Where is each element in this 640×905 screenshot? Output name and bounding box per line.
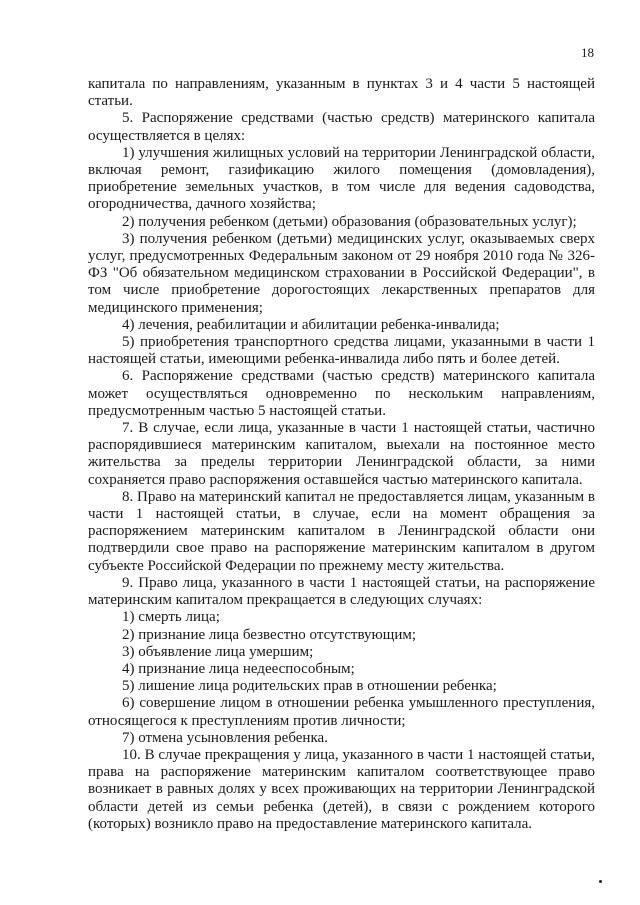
list-item-9-4: 4) признание лица недееспособным; xyxy=(122,660,355,677)
paragraph-clause-10: 10. В случае прекращения у лица, указанного в части 1 настоящей статьи, права на распоряжение материнским капиталом соответствующее право возникает в равных долях у всех проживающих на территории Ленинградской области детей из семьи ребенка (детей), в связи с рождением которого (которых) возникло право на предоставление материнского капитала. xyxy=(88,746,595,832)
paragraph-clause-6: 6. Распоряжение средствами (частью средств) материнского капитала может осуществляться одновременно по нескольким направлениям, предусмотренным частью 5 настоящей статьи. xyxy=(88,368,595,419)
paragraph-clause-5: 5. Распоряжение средствами (частью средств) материнского капитала осуществляется в целях: xyxy=(88,110,595,144)
paragraph-clause-8: 8. Право на материнский капитал не предоставляется лицам, указанным в части 1 настоящей статьи, в случае, если на момент обращения за распоряжением материнским капиталом в Ленинградской области они подтвердили свое право на распоряжение материнским капиталом в другом субъекте Российской Федерации по прежнему месту жительства. xyxy=(88,488,595,574)
list-item-9-6: 6) совершение лицом в отношении ребенка умышленного преступления, относящегося к преступлениям против личности; xyxy=(88,695,595,729)
list-item-5-4: 4) лечения, реабилитации и абилитации ребенка-инвалида; xyxy=(122,316,500,333)
list-item-9-2: 2) признание лица безвестно отсутствующим; xyxy=(122,626,417,643)
list-item-5-1: 1) улучшения жилищных условий на территории Ленинградской области, включая ремонт, газификацию жилого помещения (домовладения), приобретение земельных участков, в том числе для ведения садоводства, огородничества, дачного хозяйства; xyxy=(88,144,595,213)
list-item-9-7: 7) отмена усыновления ребенка. xyxy=(122,729,328,746)
scan-artifact-dot xyxy=(599,880,602,883)
paragraph-clause-9: 9. Право лица, указанного в части 1 настоящей статьи, на распоряжение материнским капиталом прекращается в следующих случаях: xyxy=(88,574,595,609)
list-item-9-1: 1) смерть лица; xyxy=(122,609,220,626)
list-item-9-3: 3) объявление лица умершим; xyxy=(122,643,314,660)
list-item-9-5: 5) лишение лица родительских прав в отношении ребенка; xyxy=(122,678,497,695)
list-item-5-2: 2) получения ребенком (детьми) образования (образовательных услуг); xyxy=(122,213,577,230)
paragraph-clause-7: 7. В случае, если лица, указанные в части 1 настоящей статьи, частично распорядившиеся материнским капиталом, выехали на постоянное место жительства за пределы территории Ленинградской области, за ними сохраняется право распоряжения оставшейся частью материнского капитала. xyxy=(88,420,595,488)
paragraph-continuation: капитала по направлениям, указанным в пунктах 3 и 4 части 5 настоящей статьи. xyxy=(88,76,595,110)
list-item-5-3: 3) получения ребенком (детьми) медицинских услуг, оказываемых сверх услуг, предусмотренных Федеральным законом от 29 ноября 2010 года № 326-ФЗ "Об обязательном медицинском страховании в Российской Федерации", в том числе приобретение дорогостоящих лекарственных препаратов для медицинского применения; xyxy=(88,230,595,316)
page-number: 18 xyxy=(581,45,594,60)
document-body xyxy=(88,76,595,833)
list-item-5-5: 5) приобретения транспортного средства лицами, указанными в части 1 настоящей статьи, имеющими ребенка-инвалида либо пять и более детей. xyxy=(88,334,595,368)
